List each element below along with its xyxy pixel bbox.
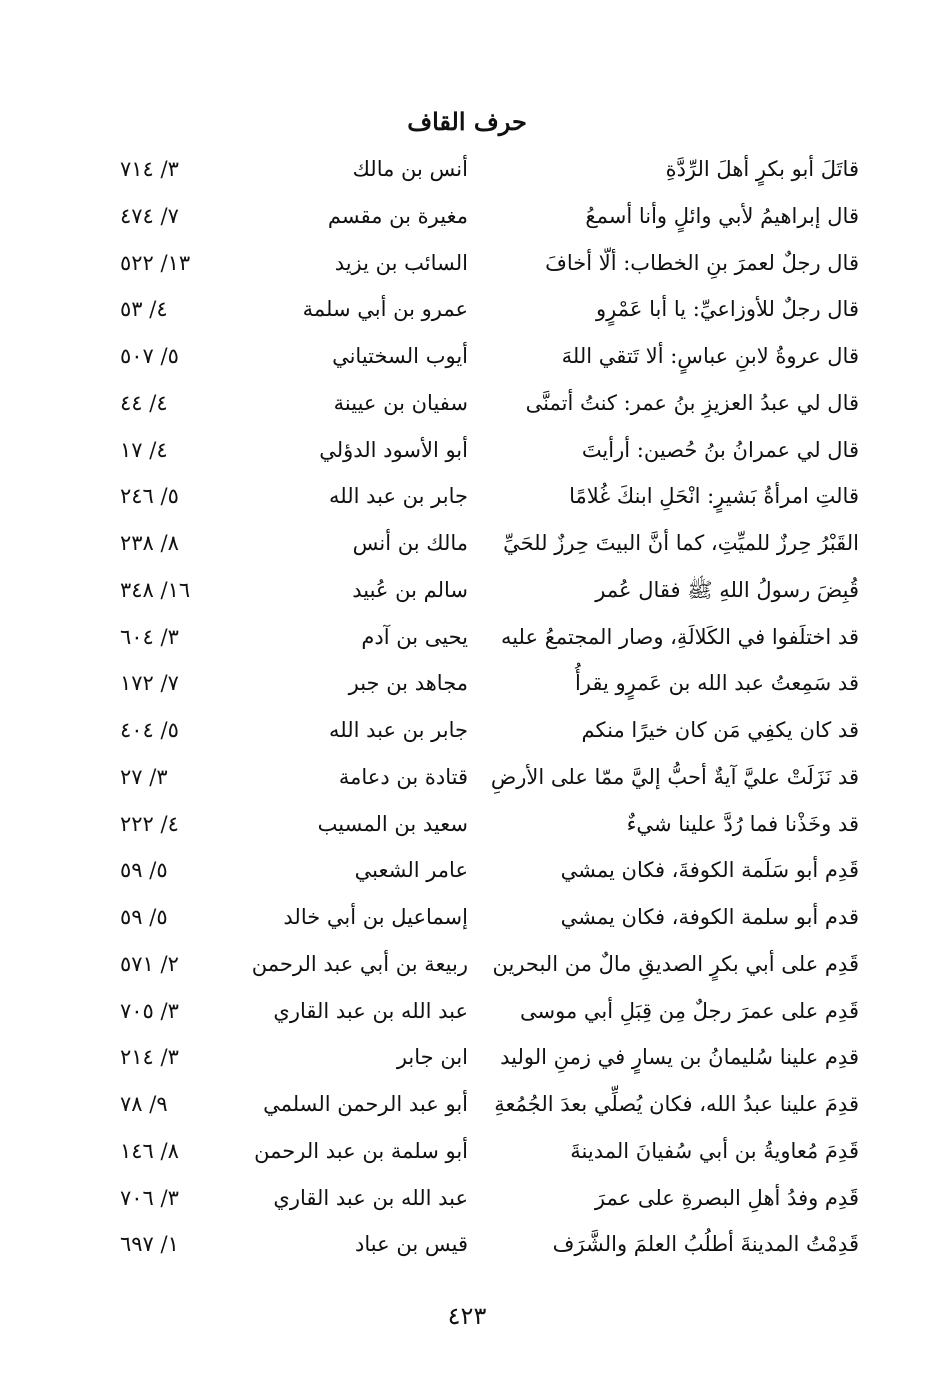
volume-page-reference: ٤/ ١٧ <box>120 437 168 462</box>
narrator-name: سالم بن عُبيد <box>352 577 468 602</box>
index-row <box>0 1034 934 1081</box>
volume-page-reference: ٧/ ١٧٢ <box>120 671 179 696</box>
volume-page-reference: ٤/ ٤٤ <box>120 390 168 415</box>
hadith-opening-text: قال عروةُ لابنِ عباسٍ: ألا تَتقي اللهَ <box>561 344 859 368</box>
hadith-opening-text: قَدِم وفدُ أهلِ البصرةِ على عمرَ <box>594 1185 859 1210</box>
hadith-opening-text: قد سَمِعتُ عبد الله بن عَمرٍو يقرأُ <box>574 671 859 696</box>
narrator-name: يحيى بن آدم <box>361 624 468 649</box>
narrator-name: جابر بن عبد الله <box>328 718 468 742</box>
index-row <box>0 707 934 754</box>
volume-page-reference: ٥/ ٢٤٦ <box>120 484 179 509</box>
narrator-name: عمرو بن أبي سلمة <box>302 297 468 322</box>
index-row <box>0 614 934 661</box>
narrator-name: أنس بن مالك <box>352 157 468 181</box>
hadith-opening-text: قال رجلٌ لعمرَ بنِ الخطاب: ألّا أخافَ <box>545 250 859 275</box>
index-row <box>0 146 934 193</box>
narrator-name: أيوب السختياني <box>332 344 468 368</box>
hadith-opening-text: قد نَزَلَتْ عليَّ آيةٌ أحبُّ إليَّ ممّا على الأرضِ <box>490 764 859 789</box>
narrator-name: عامر الشعبي <box>354 858 468 883</box>
index-row <box>0 754 934 801</box>
volume-page-reference: ٨/ ٢٣٨ <box>120 531 179 555</box>
index-row <box>0 520 934 567</box>
hadith-opening-text: قد وخَذْنا فما رُدَّ علينا شيءٌ <box>626 811 859 836</box>
hadith-opening-text: قدِمَ علينا عبدُ الله، فكان يُصلِّي بعدَ الجُمُعةِ <box>494 1092 859 1116</box>
volume-page-reference: ٢/ ٥٧١ <box>120 951 179 976</box>
volume-page-reference: ٣/ ٧٠٥ <box>120 998 179 1023</box>
hadith-opening-text: قَدِم أبو سَلَمة الكوفةَ، فكان يمشي <box>560 858 859 883</box>
narrator-name: مجاهد بن جبر <box>348 671 468 696</box>
narrator-name: قتادة بن دعامة <box>338 764 468 789</box>
hadith-opening-text: قالتِ امرأةُ بَشيرٍ: انْحَلِ ابنكَ غُلامًا <box>569 484 859 509</box>
volume-page-reference: ٥/ ٥٩ <box>120 858 168 883</box>
narrator-name: سعيد بن المسيب <box>317 811 468 836</box>
index-row <box>0 286 934 333</box>
volume-page-reference: ٤/ ٢٢٢ <box>120 811 179 836</box>
volume-page-reference: ١٣/ ٥٢٢ <box>120 250 191 275</box>
volume-page-reference: ٤/ ٥٣ <box>120 297 168 322</box>
index-row <box>0 1081 934 1128</box>
narrator-name: ابن جابر <box>396 1045 468 1070</box>
index-row <box>0 988 934 1035</box>
index-row <box>0 473 934 520</box>
volume-page-reference: ١/ ٦٩٧ <box>120 1232 179 1257</box>
volume-page-reference: ٥/ ٤٠٤ <box>120 718 179 742</box>
hadith-opening-text: القَبْرُ حِرزٌ للميِّتِ، كما أنَّ البيتَ حِرزٌ للحَيِّ <box>503 531 859 555</box>
hadith-opening-text: قدِم علينا سُليمانُ بن يسارٍ في زمنِ الوليد <box>500 1045 859 1070</box>
narrator-name: قيس بن عباد <box>355 1232 468 1257</box>
index-row <box>0 894 934 941</box>
volume-page-reference: ٥/ ٥٠٧ <box>120 344 179 368</box>
index-row <box>0 941 934 988</box>
narrator-name: عبد الله بن عبد القاري <box>273 1185 468 1210</box>
volume-page-reference: ٨/ ١٤٦ <box>120 1138 179 1163</box>
volume-page-reference: ٣/ ٧٠٦ <box>120 1185 179 1210</box>
hadith-opening-text: قاتَلَ أبو بكرٍ أهلَ الرِّدَّةِ <box>665 157 859 181</box>
hadith-opening-text: قد اختلَفوا في الكَلالَةِ، وصار المجتمعُ عليه <box>500 624 859 649</box>
index-row <box>0 660 934 707</box>
narrator-name: ربيعة بن أبي عبد الرحمن <box>251 951 468 976</box>
narrator-name: سفيان بن عيينة <box>333 390 468 415</box>
index-row <box>0 1128 934 1175</box>
index-row <box>0 1175 934 1222</box>
volume-page-reference: ٥/ ٥٩ <box>120 905 168 929</box>
narrator-name: أبو سلمة بن عبد الرحمن <box>254 1138 468 1163</box>
hadith-opening-text: قدم أبو سلمة الكوفة، فكان يمشي <box>560 905 859 929</box>
index-row <box>0 567 934 614</box>
narrator-name: أبو عبد الرحمن السلمي <box>263 1092 468 1116</box>
index-row <box>0 1221 934 1268</box>
index-row <box>0 801 934 848</box>
narrator-name: السائب بن يزيد <box>334 250 468 275</box>
narrator-name: إسماعيل بن أبي خالد <box>283 905 468 929</box>
volume-page-reference: ٩/ ٧٨ <box>120 1092 168 1116</box>
index-row <box>0 240 934 287</box>
hadith-opening-text: قَدِمْتُ المدينةَ أطلُبُ العلمَ والشَّرَف <box>552 1232 859 1257</box>
narrator-name: مغيرة بن مقسم <box>327 203 468 228</box>
hadith-opening-text: قال لي عمرانُ بنُ حُصين: أرأيتَ <box>581 437 859 462</box>
hadith-index-table <box>0 146 934 1268</box>
page-number: ٤٢٣ <box>447 1302 487 1330</box>
hadith-opening-text: قَدِم على عمرَ رجلٌ مِن قِبَلِ أبي موسى <box>520 998 859 1023</box>
volume-page-reference: ٣/ ٦٠٤ <box>120 624 179 649</box>
index-row <box>0 333 934 380</box>
narrator-name: أبو الأسود الدؤلي <box>319 437 468 462</box>
volume-page-reference: ٣/ ٢١٤ <box>120 1045 179 1070</box>
hadith-opening-text: قد كان يكفِي مَن كان خيرًا منكم <box>581 718 859 742</box>
volume-page-reference: ٣/ ٢٧ <box>120 764 168 789</box>
index-row <box>0 847 934 894</box>
hadith-opening-text: قَدِم على أبي بكرٍ الصديقِ مالٌ من البحرين <box>492 951 859 976</box>
volume-page-reference: ١٦/ ٣٤٨ <box>120 577 191 602</box>
narrator-name: عبد الله بن عبد القاري <box>273 998 468 1023</box>
narrator-name: جابر بن عبد الله <box>328 484 468 509</box>
hadith-opening-text: قال رجلٌ للأوزاعيِّ: يا أبا عَمْرٍو <box>596 297 859 322</box>
hadith-opening-text: قَدِمَ مُعاويةُ بن أبي سُفيانَ المدينةَ <box>570 1138 859 1163</box>
narrator-name: مالك بن أنس <box>352 531 468 555</box>
hadith-opening-text: قال إبراهيمُ لأبي وائلٍ وأنا أسمعُ <box>585 203 859 228</box>
hadith-opening-text: قال لي عبدُ العزيزِ بنُ عمر: كنتُ أتمنَّى <box>525 390 859 415</box>
index-row <box>0 380 934 427</box>
hadith-opening-text: قُبِضَ رسولُ اللهِ ﷺ فقال عُمر <box>595 577 859 602</box>
volume-page-reference: ٣/ ٧١٤ <box>120 157 179 181</box>
volume-page-reference: ٧/ ٤٧٤ <box>120 203 179 228</box>
index-row <box>0 193 934 240</box>
page-heading: حرف القاف <box>407 107 527 136</box>
index-row <box>0 427 934 474</box>
